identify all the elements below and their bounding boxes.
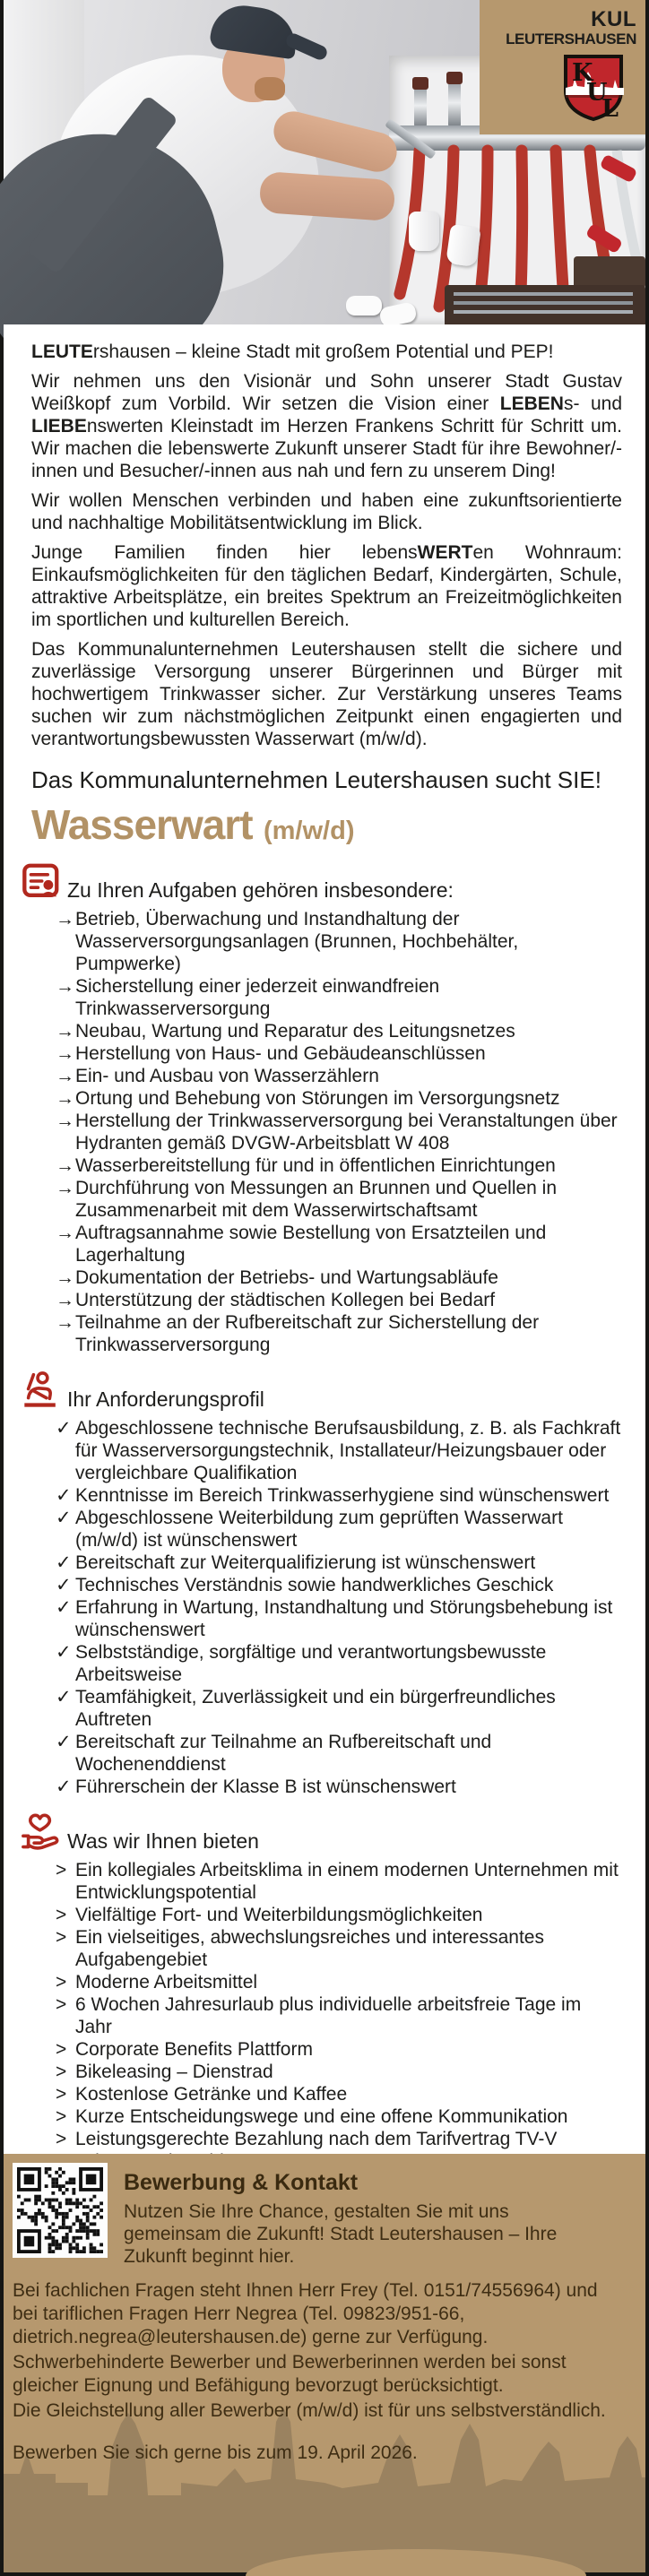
task-item: → Ortung und Behebung von Störungen im Versorgungsnetz (56, 1088, 560, 1109)
intro-paragraph-5: Das Kommunalunternehmen Leutershausen stellt die sichere und zuverlässige Versorgung unserer Bürgerinnen und Bürger mit hochwertigem Trinkwasser sicher. Zur Verstärkung unseres Teams suchen wir zum nächstmöglichen Zeitpunkt einen engagierten und verantwortungsbewussten Wasserwart (m/w/d). (31, 639, 622, 749)
job-title-suffix: (m/w/d) (263, 817, 355, 845)
task-item: → Betrieb, Überwachung und Instandhaltung der Wasserversorgungsanlagen (Brunnen, Hochbehälter, Pumpwerke) (56, 909, 519, 974)
check-bullet: ✓ (56, 1508, 72, 1528)
contact-footer (4, 2154, 645, 2572)
arrow-bullet: → (56, 976, 74, 997)
task-item: → Neubau, Wartung und Reparatur des Leitungsnetzes (56, 1021, 515, 1042)
benefit-item: > Corporate Benefits Plattform (56, 2039, 313, 2060)
contact-box (13, 2163, 624, 2268)
section-profile (31, 1369, 622, 1798)
arrow-bullet: → (56, 1312, 74, 1333)
main-content (4, 324, 645, 2154)
arrow-bullet: → (56, 1066, 74, 1086)
profile-item: ✓ Selbstständige, sorgfältige und verantwortungsbewusste Arbeitsweise (56, 1642, 547, 1685)
worker-cap (209, 2, 300, 60)
hand-heart-icon (21, 1811, 62, 1854)
benefit-item: > Kurze Entscheidungswege und eine offene Kommunikation (56, 2106, 568, 2127)
task-item: → Unterstützung der städtischen Kollegen bei Bedarf (56, 1290, 496, 1310)
intro-paragraph-3: Wir wollen Menschen verbinden und haben eine zukunftsorientierte und nachhaltige Mobilitätsentwicklung im Blick. (31, 490, 622, 533)
task-item: → Ein- und Ausbau von Wasserzählern (56, 1066, 379, 1086)
profile-item: ✓ Führerschein der Klasse B ist wünschenswert (56, 1776, 456, 1797)
section-tasks (31, 860, 622, 1356)
vacancy-lead: Das Kommunalunternehmen Leutershausen sucht SIE! (31, 766, 601, 793)
tasks-list (31, 908, 622, 1356)
org-name: LEUTERSHAUSEN (506, 30, 636, 48)
profile-item: ✓ Kenntnisse im Bereich Trinkwasserhygiene sind wünschenswert (56, 1485, 610, 1506)
gt-bullet: > (56, 1905, 67, 1925)
arrow-bullet: → (56, 1223, 74, 1243)
check-bullet: ✓ (56, 1575, 72, 1595)
contact-heading: Bewerbung & Kontakt (124, 2170, 359, 2195)
task-item: → Dokumentation der Betriebs- und Wartungsabläufe (56, 1267, 498, 1288)
profile-item: ✓ Abgeschlossene Weiterbildung zum geprüften Wasserwart (m/w/d) ist wünschenswert (56, 1508, 563, 1551)
tasks-heading: Zu Ihren Aufgaben gehören insbesondere: (67, 878, 454, 902)
intro-paragraph-2: Wir nehmen uns den Visionär und Sohn unserer Stadt Gustav Weißkopf zum Vorbild. Wir setzen die Vision einer LEBENs- und LIEBEnswerten Kleinstadt im Herzen Frankens Schritt für Schritt um. Wir machen die lebenswerte Zukunft unserer Stadt für ihre Bewohner/-innen und Besucher/-innen aus nah und fern zu unserem Ding! (31, 371, 622, 481)
gt-bullet: > (56, 1972, 67, 1993)
arrow-bullet: → (56, 1290, 74, 1310)
pipe-cap-cup (409, 212, 439, 251)
hero-photo (4, 0, 645, 324)
task-item: → Herstellung der Trinkwasserversorgung bei Veranstaltungen über Hydranten gemäß DVGW-Arbeitsblatt W 408 (56, 1111, 618, 1154)
benefit-item: > Ein vielseitiges, abwechslungsreiches und interessantes Aufgabengebiet (56, 1927, 544, 1970)
pipe-insulation (346, 296, 382, 316)
svg-text:L: L (601, 95, 619, 123)
gt-bullet: > (56, 2106, 67, 2127)
benefits-list (31, 1859, 622, 2173)
benefit-item: > Bikeleasing – Dienstrad (56, 2062, 273, 2082)
profile-list (31, 1417, 622, 1798)
profile-item: ✓ Teamfähigkeit, Zuverlässigkeit und ein bürgerfreundliches Auftreten (56, 1687, 556, 1730)
task-item: → Auftragsannahme sowie Bestellung von Ersatzteilen und Lagerhaltung (56, 1223, 547, 1266)
profile-heading: Ihr Anforderungsprofil (67, 1387, 264, 1411)
town-skyline-silhouette (4, 2397, 645, 2572)
gt-bullet: > (56, 1927, 67, 1948)
wrench-tray (445, 285, 645, 324)
arrow-bullet: → (56, 1111, 74, 1131)
gt-bullet: > (56, 2129, 67, 2149)
task-item: → Wasserbereitstellung für und in öffentlichen Einrichtungen (56, 1155, 556, 1176)
contact-info-disability: Schwerbehinderte Bewerber und Bewerberinnen werden bei sonst gleicher Eignung und Befähigung bevorzugt berücksichtigt. (13, 2352, 567, 2396)
profile-item: ✓ Bereitschaft zur Teilnahme an Rufbereitschaft und Wochenenddienst (56, 1732, 492, 1775)
svg-text:U: U (586, 79, 608, 107)
profile-item: ✓ Erfahrung in Wartung, Instandhaltung und Störungsbehebung ist wünschenswert (56, 1597, 613, 1640)
benefit-item: > Leistungsgerechte Bezahlung nach dem Tarifvertrag TV-V (56, 2129, 558, 2149)
gt-bullet: > (56, 1860, 67, 1880)
task-item: → Durchführung von Messungen an Brunnen und Quellen in Zusammenarbeit mit dem Wasserwirtschaftsamt (56, 1178, 558, 1221)
task-item: → Sicherstellung einer jederzeit einwandfreien Trinkwasserversorgung (56, 976, 440, 1019)
check-bullet: ✓ (56, 1732, 72, 1752)
arrow-bullet: → (56, 909, 74, 929)
task-item: → Teilnahme an der Rufbereitschaft zur Sicherstellung der Trinkwasserversorgung (56, 1312, 540, 1355)
profile-item: ✓ Bereitschaft zur Weiterqualifizierung ist wünschenswert (56, 1552, 536, 1573)
arrow-bullet: → (56, 1043, 74, 1064)
arrow-bullet: → (56, 1021, 74, 1042)
org-short-name: KUL (591, 7, 636, 31)
benefits-heading: Was wir Ihnen bieten (67, 1829, 259, 1853)
check-bullet: ✓ (56, 1418, 72, 1439)
benefit-item: > Ein kollegiales Arbeitsklima in einem modernen Unternehmen mit Entwicklungspotential (56, 1860, 619, 1903)
gt-bullet: > (56, 1994, 67, 2015)
intro-paragraph-1: LEUTErshausen – kleine Stadt mit großem Potential und PEP! (31, 341, 554, 362)
benefit-item: > Moderne Arbeitsmittel (56, 1972, 258, 1993)
profile-item: ✓ Technisches Verständnis sowie handwerkliches Geschick (56, 1575, 554, 1595)
gt-bullet: > (56, 2084, 67, 2105)
application-deadline: Bewerben Sie sich gerne bis zum 19. April 2026. (13, 2442, 418, 2463)
qr-code (13, 2163, 108, 2258)
arrow-bullet: → (56, 1178, 74, 1198)
benefit-item: > Kostenlose Getränke und Kaffee (56, 2084, 348, 2105)
job-title-text: Wasserwart (31, 801, 253, 848)
benefit-item: > Vielfältige Fort- und Weiterbildungsmöglichkeiten (56, 1905, 483, 1925)
arrow-bullet: → (56, 1088, 74, 1109)
svg-text:K: K (572, 59, 593, 87)
person-raising-hand-icon (21, 1369, 62, 1412)
tool-box (574, 256, 645, 289)
task-item: → Herstellung von Haus- und Gebäudeanschlüssen (56, 1043, 486, 1064)
check-bullet: ✓ (56, 1687, 72, 1707)
check-bullet: ✓ (56, 1597, 72, 1618)
section-benefits (31, 1811, 622, 2173)
profile-item: ✓ Abgeschlossene technische Berufsausbildung, z. B. als Fachkraft für Wasserversorgungstechnik, Installateur/Heizungsbauer oder vergleichbare Qualifikation (56, 1418, 621, 1483)
kul-shield-logo (563, 54, 624, 122)
task-list-icon (21, 860, 62, 903)
gt-bullet: > (56, 2062, 67, 2082)
logo-block (480, 0, 645, 134)
arrow-bullet: → (56, 1267, 74, 1288)
intro-paragraph-4: Junge Familien finden hier lebensWERTen Wohnraum: Einkaufsmöglichkeiten für den täglichen Bedarf, Kindergärten, Schule, attraktive Arbeitsplätze, ein breites Spektrum an Freizeitmöglichkeiten im sportlichen und kulturellen Bereich. (31, 542, 622, 630)
check-bullet: ✓ (56, 1552, 72, 1573)
contact-text: Nutzen Sie Ihre Chance, gestalten Sie mit uns gemeinsam die Zukunft! Stadt Leutershausen – Ihre Zukunft beginnt hier. (124, 2201, 558, 2267)
contact-info-equality: Die Gleichstellung aller Bewerber (m/w/d) ist für uns selbstverständlich. (13, 2400, 606, 2421)
check-bullet: ✓ (56, 1642, 72, 1663)
check-bullet: ✓ (56, 1776, 72, 1797)
gt-bullet: > (56, 2039, 67, 2060)
benefit-item: > 6 Wochen Jahresurlaub plus individuelle arbeitsfreie Tage im Jahr (56, 1994, 582, 2037)
contact-info-questions: Bei fachlichen Fragen steht Ihnen Herr Frey (Tel. 0151/74556964) und bei tariflichen Fragen Herr Negrea (Tel. 09823/951-66, dietrich.negrea@leutershausen.de) gerne zur Verfügung. (13, 2280, 598, 2347)
check-bullet: ✓ (56, 1485, 72, 1506)
worker-beard (255, 77, 285, 100)
job-title (31, 802, 622, 847)
arrow-bullet: → (56, 1155, 74, 1176)
